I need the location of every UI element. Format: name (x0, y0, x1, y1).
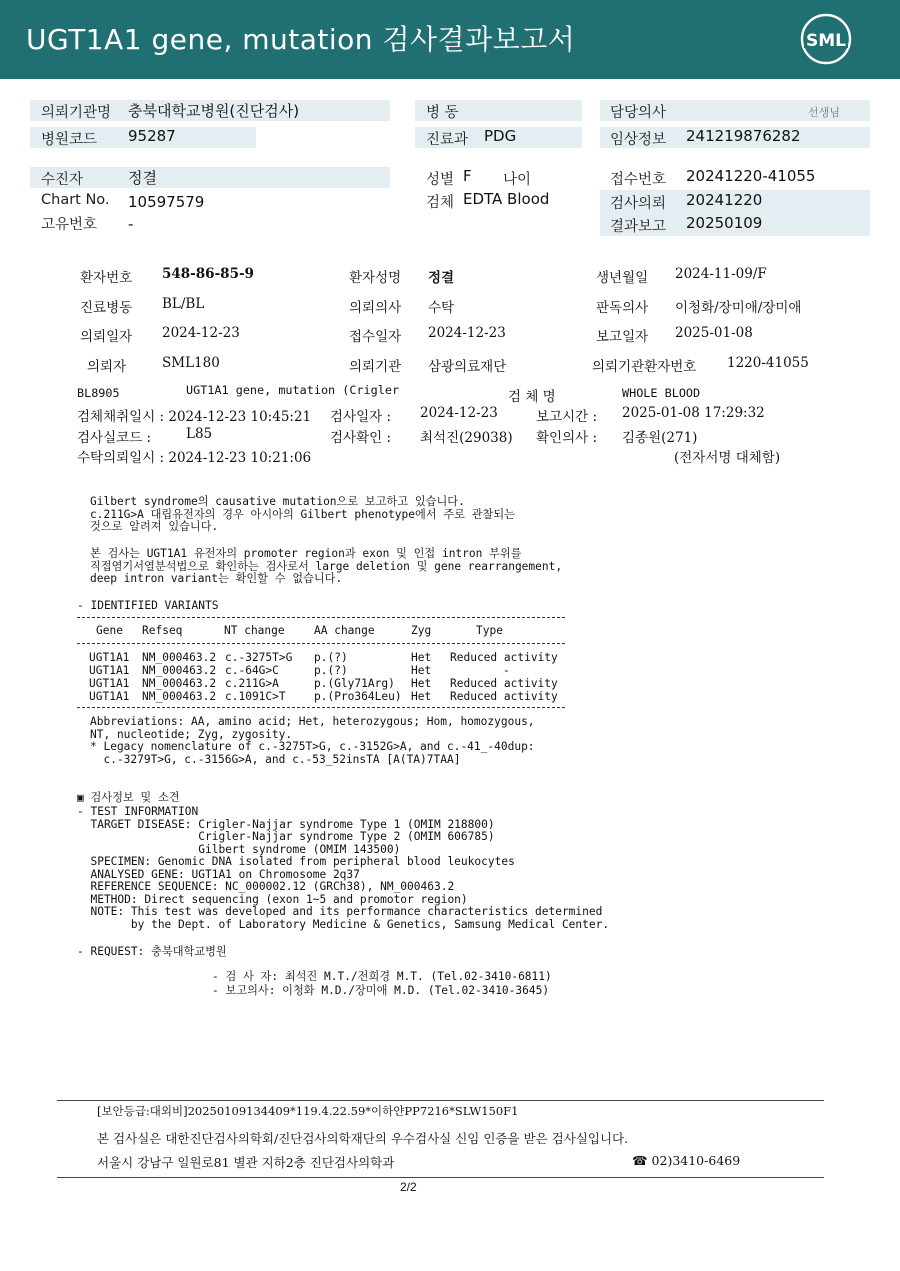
cell-zyg: Het (411, 664, 432, 677)
form-label: 접수일자 (349, 329, 402, 345)
cell-refseq: NM_000463.2 (142, 664, 217, 677)
request: - REQUEST: 충북대학교병원 (77, 945, 227, 958)
report-time-label: 보고시간 : (536, 409, 598, 425)
doctor-suffix: 선생님 (808, 106, 840, 119)
lab-code-value: L85 (186, 426, 213, 442)
sex-label: 성별 (426, 172, 455, 188)
collect-time: 검체채취일시 : 2024-12-23 10:45:21 (77, 409, 312, 425)
test-name: UGT1A1 gene, mutation (Crigler (186, 383, 400, 397)
cert-line: 본 검사실은 대한진단검사의학회/진단검사의학재단의 우수검사실 신임 인증을 받은 검사실입니다. (97, 1131, 629, 1146)
chart-label: Chart No. (41, 192, 110, 208)
form-value: 수탁 (428, 300, 455, 316)
cell-refseq: NM_000463.2 (142, 651, 217, 664)
cell-gene: UGT1A1 (89, 651, 130, 664)
form-label: 의뢰자 (87, 359, 127, 375)
info-heading: ▣ 검사정보 및 소견 (77, 791, 180, 804)
report-title: UGT1A1 gene, mutation 검사결과보고서 (26, 23, 576, 56)
form-value: 2025-01-08 (675, 325, 753, 341)
table-top-rule (77, 617, 565, 618)
cell-gene: UGT1A1 (89, 677, 130, 690)
inst-label: 의뢰기관명 (41, 105, 112, 121)
form-label: 환자성명 (349, 270, 402, 286)
col-nt: NT change (224, 624, 285, 637)
confirm-doc-value: 김종원(271) (622, 430, 698, 446)
code-label: 병원코드 (41, 132, 98, 148)
lab-code-label: 검사실코드 : (77, 430, 152, 446)
cell-nt: c.-3275T>G (225, 651, 293, 664)
clin-value: 241219876282 (686, 127, 801, 145)
form-label: 보고일자 (596, 329, 649, 345)
col-refseq: Refseq (142, 624, 183, 637)
col-zyg: Zyg (411, 624, 432, 637)
confirm-doc-label: 확인의사 : (536, 430, 598, 446)
report-time-value: 2025-01-08 17:29:32 (622, 405, 765, 421)
verify-label: 검사확인 : (330, 430, 392, 446)
report-paragraph-2: 본 검사는 UGT1A1 유전자의 promoter region과 exon 및 인접 intron 부위를 직접염기서열분석법으로 확인하는 검사로서 large deletion 및 gene rearrangement, deep intron variant는 확인할 수 없습니다. (90, 547, 563, 585)
cell-zyg: Het (411, 690, 432, 703)
form-value: 2024-12-23 (428, 325, 506, 341)
cell-type: Reduced activity (450, 690, 558, 703)
cell-type: - (503, 664, 510, 677)
cell-nt: c.211G>A (225, 677, 279, 690)
chart-value: 10597579 (128, 193, 205, 211)
test-code: BL8905 (77, 386, 120, 400)
ward-label: 병 동 (426, 105, 459, 121)
name-label: 수진자 (41, 172, 84, 188)
spec-name-value: WHOLE BLOOD (622, 386, 701, 400)
dept-value: PDG (484, 127, 517, 145)
form-value: 548-86-85-9 (162, 266, 254, 282)
security-line: [보안등급:대외비]20250109134409*119.4.22.59*이하얀PP7216*SLW150F1 (97, 1104, 519, 1118)
clin-label: 임상정보 (610, 132, 667, 148)
abbreviations: Abbreviations: AA, amino acid; Het, heterozygous; Hom, homozygous, NT, nucleotide; Zyg, zygosity. * Legacy nomenclature of c.-3275T>G, c.-3152G>A, and c.-41_-40dup: c.-3279T>G, c.-3156G>A, and c.-53_52insTA [A(TA)7TAA] (90, 715, 535, 766)
verify-value: 최석진(29038) (420, 430, 513, 446)
req-label: 검사의뢰 (610, 196, 667, 212)
form-value: 2024-11-09/F (675, 266, 767, 282)
form-value: 삼광의료재단 (428, 359, 507, 375)
uid-label: 고유번호 (41, 217, 98, 233)
rep-label: 결과보고 (610, 219, 667, 235)
test-information: - TEST INFORMATION TARGET DISEASE: Crigler-Najjar syndrome Type 1 (OMIM 218800) Crigler-Najjar syndrome Type 2 (OMIM 606785) Gilbert syndrome (OMIM 143500) SPECIMEN: Genomic DNA isolated from peripheral blood leukocytes ANALYSED GENE: UGT1A1 on Chromosome 2q37 REFERENCE SEQUENCE: NC_000002.12 (GRCh38), NM_000463.2 METHOD: Direct sequencing (exon 1~5 and promotor region) NOTE: This test was developed and its performance characteristics determined by the Dept. of Laboratory Medicine & Genetics, Samsung Medical Center. (77, 805, 610, 931)
form-label: 의뢰기관환자번호 (592, 359, 697, 375)
form-value: 2024-12-23 (162, 325, 240, 341)
form-value: 1220-41055 (727, 355, 809, 371)
name-row (30, 167, 390, 188)
sml-logo (800, 13, 852, 65)
form-label: 의뢰의사 (349, 300, 402, 316)
table-bottom-rule (77, 707, 565, 708)
cell-refseq: NM_000463.2 (142, 677, 217, 690)
doctor-label: 담당의사 (610, 105, 667, 121)
footer-bottom-rule (57, 1177, 824, 1178)
cell-aa: p.(Gly71Arg) (314, 677, 395, 690)
rep-value: 20250109 (686, 214, 763, 232)
report-paragraph-1: Gilbert syndrome의 causative mutation으로 보고하고 있습니다. c.211G>A 대립유전자의 경우 아시아의 Gilbert phenotype에서 주로 관찰되는 것으로 알려져 있습니다. (90, 495, 515, 533)
cell-gene: UGT1A1 (89, 690, 130, 703)
cell-aa: p.(?) (314, 651, 348, 664)
variants-title: - IDENTIFIED VARIANTS (77, 599, 219, 612)
cell-zyg: Het (411, 651, 432, 664)
consign-time: 수탁의뢰일시 : 2024-12-23 10:21:06 (77, 450, 312, 466)
phone-line: ☎ 02)3410-6469 (632, 1153, 741, 1168)
spec-value: EDTA Blood (463, 190, 550, 208)
form-value: 이청화/장미애/장미애 (675, 300, 802, 316)
footer-top-rule (57, 1100, 824, 1101)
cell-zyg: Het (411, 677, 432, 690)
request-tester: - 검 사 자: 최석진 M.T./전희경 M.T. (Tel.02-3410-6811) (212, 970, 552, 983)
cell-gene: UGT1A1 (89, 664, 130, 677)
age-label: 나이 (503, 172, 532, 188)
form-value: BL/BL (162, 296, 205, 312)
cell-type: Reduced activity (450, 651, 558, 664)
cell-nt: c.1091C>T (225, 690, 286, 703)
logo-text: SML (806, 31, 846, 51)
cell-type: Reduced activity (450, 677, 558, 690)
cell-aa: p.(?) (314, 664, 348, 677)
name-value: 정결 (128, 169, 157, 187)
col-type: Type (476, 624, 503, 637)
form-value: 정결 (428, 270, 455, 286)
inst-value: 충북대학교병원(진단검사) (128, 102, 300, 120)
spec-name-label: 검 체 명 (508, 389, 556, 405)
esign-note: (전자서명 대체함) (674, 450, 781, 466)
table-header-rule (77, 643, 565, 644)
uid-value: - (128, 215, 134, 233)
cell-refseq: NM_000463.2 (142, 690, 217, 703)
form-label: 진료병동 (80, 300, 133, 316)
recv-label: 접수번호 (610, 172, 667, 188)
form-label: 환자번호 (80, 270, 133, 286)
dept-label: 진료과 (426, 132, 469, 148)
sex-value: F (463, 167, 472, 185)
recv-value: 20241220-41055 (686, 167, 816, 185)
test-date-label: 검사일자 : (330, 409, 392, 425)
req-value: 20241220 (686, 191, 763, 209)
form-label: 생년월일 (596, 270, 649, 286)
form-value: SML180 (162, 355, 220, 371)
address-line: 서울시 강남구 일원로81 별관 지하2층 진단검사의학과 (97, 1155, 395, 1170)
col-gene: Gene (96, 624, 123, 637)
page-number: 2/2 (400, 1180, 417, 1194)
cell-aa: p.(Pro364Leu) (314, 690, 402, 703)
cell-nt: c.-64G>C (225, 664, 279, 677)
col-aa: AA change (314, 624, 375, 637)
test-date-value: 2024-12-23 (420, 405, 498, 421)
form-label: 의뢰기관 (349, 359, 402, 375)
spec-label: 검체 (426, 195, 455, 211)
code-value: 95287 (128, 127, 176, 145)
form-label: 의뢰일자 (80, 329, 133, 345)
request-doctor: - 보고의사: 이청화 M.D./장미애 M.D. (Tel.02-3410-3645) (212, 984, 550, 997)
form-label: 판독의사 (596, 300, 649, 316)
